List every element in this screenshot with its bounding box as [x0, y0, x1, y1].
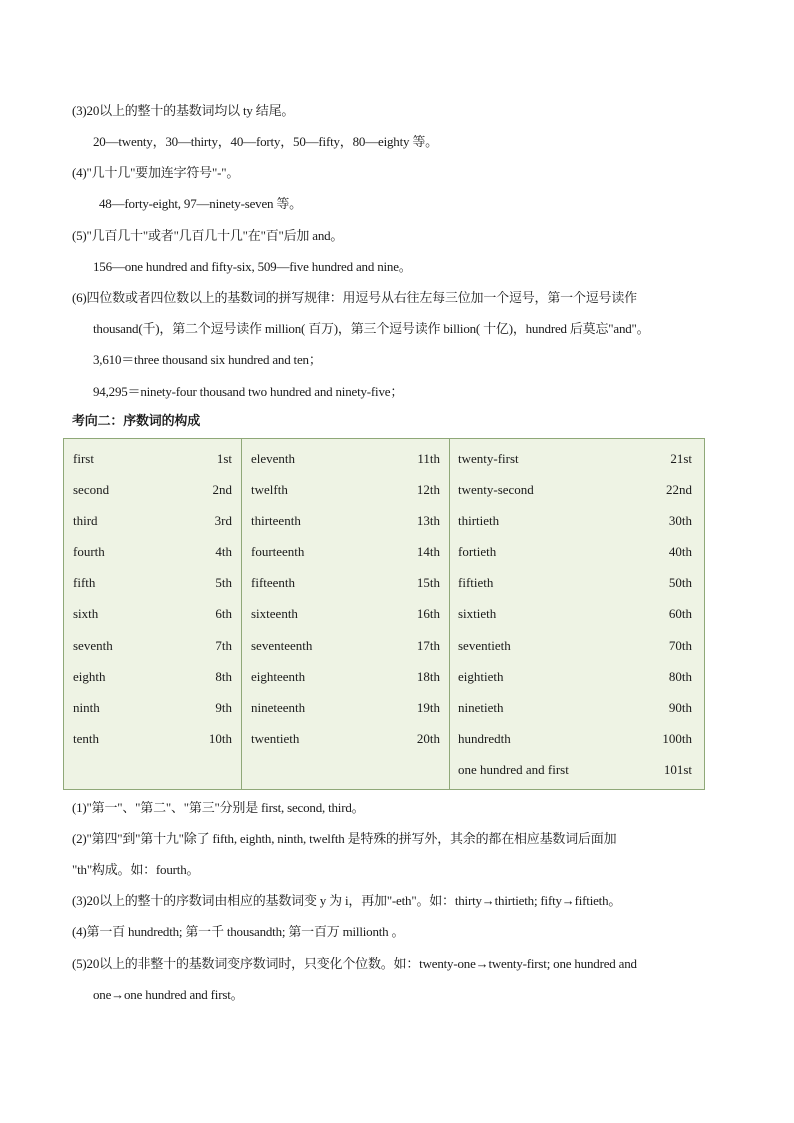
ordinal-abbr: 21st: [670, 451, 692, 466]
table-row: [458, 699, 692, 717]
ordinal-abbr: 13th: [416, 513, 440, 528]
table-row: [458, 668, 692, 686]
ordinal-abbr: 3rd: [214, 513, 232, 528]
table-row: [251, 481, 440, 499]
rule-2-continued: "th"构成。如：fourth。: [72, 862, 200, 877]
ordinal-abbr: 9th: [215, 700, 232, 715]
table-row: [458, 761, 692, 779]
ordinal-word: sixtieth: [458, 606, 497, 621]
table-row: [73, 450, 232, 468]
table-row: [73, 730, 232, 748]
ordinal-word: seventh: [73, 638, 113, 653]
ordinal-abbr: 101st: [663, 762, 692, 777]
ordinal-abbr: 10th: [208, 731, 232, 746]
rule-5-ordinal: (5)20以上的非整十的基数词变序数词时，只变化个位数。如：twenty-one→twenty-first; one hundred and: [72, 956, 637, 971]
ordinal-abbr: 11th: [417, 451, 440, 466]
table-row: [73, 699, 232, 717]
table-row: [458, 605, 692, 623]
table-row: [73, 668, 232, 686]
rule-1-ordinal: (1)"第一"、"第二"、"第三"分别是 first, second, third。: [72, 800, 365, 815]
rule-4-cardinal: (4)"几十几"要加连字符号"-"。: [72, 165, 240, 180]
ordinal-word: fiftieth: [458, 575, 494, 590]
ordinal-abbr: 7th: [215, 638, 232, 653]
ordinal-word: fortieth: [458, 544, 497, 559]
ordinal-word: eighth: [73, 669, 106, 684]
ordinal-word: eightieth: [458, 669, 504, 684]
ordinal-abbr: 15th: [416, 575, 440, 590]
table-row: [251, 730, 440, 748]
example-hundreds: 156—one hundred and fifty-six, 509—five hundred and nine。: [93, 259, 412, 274]
table-row: [458, 450, 692, 468]
ordinal-abbr: 19th: [416, 700, 440, 715]
ordinal-word: twenty-first: [458, 451, 519, 466]
ordinal-abbr: 6th: [215, 606, 232, 621]
example-thousands-1: 3,610＝three thousand six hundred and ten；: [93, 352, 322, 367]
table-row: [251, 512, 440, 530]
ordinal-word: third: [73, 513, 98, 528]
ordinal-word: sixteenth: [251, 606, 298, 621]
ordinal-word: fifth: [73, 575, 96, 590]
ordinal-word: thirtieth: [458, 513, 500, 528]
ordinal-column-3: [449, 439, 704, 789]
table-row: [458, 637, 692, 655]
ordinal-abbr: 2nd: [212, 482, 232, 497]
ordinal-column-2: [241, 439, 449, 789]
table-row: [458, 574, 692, 592]
ordinal-abbr: 16th: [416, 606, 440, 621]
table-row: [251, 668, 440, 686]
rule-5-cardinal: (5)"几百几十"或者"几百几十几"在"百"后加 and。: [72, 228, 344, 243]
table-row: [251, 605, 440, 623]
table-row: [73, 512, 232, 530]
ordinal-word: second: [73, 482, 110, 497]
ordinal-word: eleventh: [251, 451, 296, 466]
ordinal-abbr: 1st: [216, 451, 232, 466]
example-tens: 20—twenty，30—thirty，40—forty，50—fifty，80—eighty 等。: [93, 134, 438, 149]
ordinal-word: tenth: [73, 731, 99, 746]
table-row: [251, 574, 440, 592]
ordinal-abbr: 17th: [416, 638, 440, 653]
ordinal-abbr: 18th: [416, 669, 440, 684]
table-row: [73, 605, 232, 623]
ordinal-abbr: 70th: [668, 638, 692, 653]
ordinal-word: nineteenth: [251, 700, 306, 715]
ordinal-abbr: 60th: [668, 606, 692, 621]
ordinal-word: seventeenth: [251, 638, 313, 653]
example-hyphen: 48—forty-eight, 97—ninety-seven 等。: [99, 196, 302, 211]
rule-5-continued: one→one hundred and first。: [93, 987, 244, 1002]
ordinal-abbr: 50th: [668, 575, 692, 590]
table-row: [251, 450, 440, 468]
ordinal-word: ninetieth: [458, 700, 504, 715]
table-row: [458, 543, 692, 561]
rule-3-ordinal: (3)20以上的整十的序数词由相应的基数词变 y 为 i，再加"-eth"。如：thirty→thirtieth; fifty→fiftieth。: [72, 893, 622, 908]
ordinal-word: twelfth: [251, 482, 288, 497]
rule-4-ordinal: (4)第一百 hundredth; 第一千 thousandth; 第一百万 millionth 。: [72, 924, 405, 939]
ordinal-abbr: 30th: [668, 513, 692, 528]
ordinal-word: seventieth: [458, 638, 511, 653]
ordinal-abbr: 12th: [416, 482, 440, 497]
rule-3-cardinal: (3)20以上的整十的基数词均以 ty 结尾。: [72, 103, 295, 118]
ordinal-abbr: 40th: [668, 544, 692, 559]
ordinal-abbr: 4th: [215, 544, 232, 559]
ordinal-word: twentieth: [251, 731, 300, 746]
rule-6-cardinal: (6)四位数或者四位数以上的基数词的拼写规律：用逗号从右往左每三位加一个逗号，第一个逗号读作: [72, 290, 637, 305]
rule-2-ordinal: (2)"第四"到"第十九"除了 fifth, eighth, ninth, twelfth 是特殊的拼写外，其余的都在相应基数词后面加: [72, 831, 617, 846]
table-row: [458, 481, 692, 499]
table-row: [251, 699, 440, 717]
table-row: [73, 481, 232, 499]
table-row: [251, 543, 440, 561]
ordinal-abbr: 90th: [668, 700, 692, 715]
section-title: 考向二：序数词的构成: [72, 414, 201, 429]
ordinal-abbr: 14th: [416, 544, 440, 559]
ordinal-word: fourth: [73, 544, 105, 559]
ordinal-table: [63, 438, 705, 790]
ordinal-word: ninth: [73, 700, 100, 715]
ordinal-abbr: 100th: [662, 731, 692, 746]
ordinal-word: first: [73, 451, 94, 466]
table-row: [73, 543, 232, 561]
ordinal-abbr: 5th: [215, 575, 232, 590]
example-thousands-2: 94,295＝ninety-four thousand two hundred and ninety-five；: [93, 384, 404, 399]
ordinal-column-1: [64, 439, 241, 789]
rule-6-continued: thousand(千)，第二个逗号读作 million( 百万)，第三个逗号读作 billion( 十亿)，hundred 后莫忘"and"。: [93, 321, 650, 336]
ordinal-word: thirteenth: [251, 513, 301, 528]
ordinal-word: twenty-second: [458, 482, 534, 497]
ordinal-word: fourteenth: [251, 544, 305, 559]
ordinal-word: sixth: [73, 606, 99, 621]
table-row: [458, 730, 692, 748]
ordinal-word: one hundred and first: [458, 762, 569, 777]
ordinal-word: fifteenth: [251, 575, 296, 590]
ordinal-abbr: 20th: [416, 731, 440, 746]
ordinal-abbr: 22nd: [666, 482, 692, 497]
table-row: [73, 574, 232, 592]
ordinal-abbr: 80th: [668, 669, 692, 684]
table-row: [251, 637, 440, 655]
ordinal-word: hundredth: [458, 731, 511, 746]
table-row: [73, 637, 232, 655]
ordinal-abbr: 8th: [215, 669, 232, 684]
table-row: [458, 512, 692, 530]
ordinal-word: eighteenth: [251, 669, 306, 684]
